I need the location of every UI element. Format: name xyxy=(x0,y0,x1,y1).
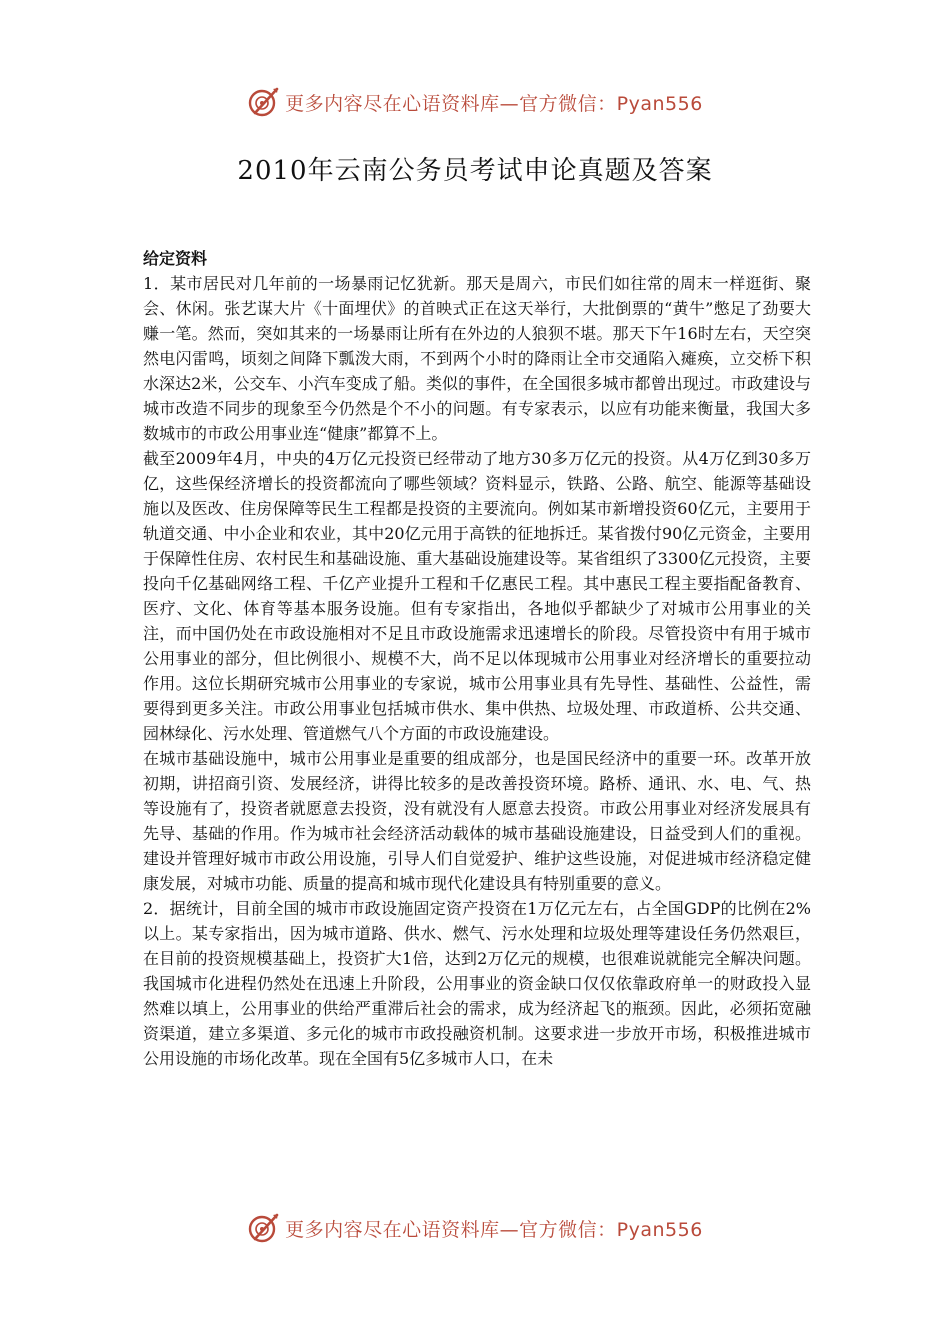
watermark-banner-bottom xyxy=(0,1208,950,1248)
watermark-text: 更多内容尽在心语资料库—官方微信：Pyan556 xyxy=(285,92,703,115)
watermark-text: 更多内容尽在心语资料库—官方微信：Pyan556 xyxy=(285,1218,703,1241)
brand-logo-icon xyxy=(247,85,281,119)
brand-logo-icon xyxy=(247,1211,281,1245)
paragraph-1: 1．某市居民对几年前的一场暴雨记忆犹新。那天是周六，市民们如往常的周末一样逛街、聚会、休闲。张艺谋大片《十面埋伏》的首映式正在这天举行，大批倒票的“黄牛”憋足了劲要大赚一笔。然而，突如其来的一场暴雨让所有在外边的人狼狈不堪。那天下午16时左右，天空突然电闪雷鸣，顷刻之间降下瓢泼大雨，不到两个小时的降雨让全市交通陷入瘫痪，立交桥下积水深达2米，公交车、小汽车变成了船。类似的事件，在全国很多城市都曾出现过。市政建设与城市改造不同步的现象至今仍然是个不小的问题。有专家表示，以应有功能来衡量，我国大多数城市的市政公用事业连“健康”都算不上。 xyxy=(143,274,811,443)
watermark-banner-top xyxy=(0,82,950,122)
watermark-banner-inner xyxy=(247,1211,703,1245)
document-title: 2010年云南公务员考试申论真题及答案 xyxy=(237,156,713,186)
document-body xyxy=(143,246,811,1071)
paragraph-4: 2．据统计，目前全国的城市市政设施固定资产投资在1万亿元左右，占全国GDP的比例在2%以上。某专家指出，因为城市道路、供水、燃气、污水处理和垃圾处理等建设任务仍然艰巨，在目前的投资规模基础上，投资扩大1倍，达到2万亿元的规模，也很难说就能完全解决问题。我国城市化进程仍然处在迅速上升阶段，公用事业的资金缺口仅仅依靠政府单一的财政投入显然难以填上，公用事业的供给严重滞后社会的需求，成为经济起飞的瓶颈。因此，必须拓宽融资渠道，建立多渠道、多元化的城市市政投融资机制。这要求进一步放开市场，积极推进城市公用设施的市场化改革。现在全国有5亿多城市人口，在未 xyxy=(143,899,811,1068)
paragraph-2: 截至2009年4月，中央的4万亿元投资已经带动了地方30多万亿元的投资。从4万亿到30多万亿，这些保经济增长的投资都流向了哪些领域？资料显示，铁路、公路、航空、能源等基础设施以及医改、住房保障等民生工程都是投资的主要流向。例如某市新增投资60亿元，主要用于轨道交通、中小企业和农业，其中20亿元用于高铁的征地拆迁。某省拨付90亿元资金，主要用于保障性住房、农村民生和基础设施、重大基础设施建设等。某省组织了3300亿元投资，主要投向千亿基础网络工程、千亿产业提升工程和千亿惠民工程。其中惠民工程主要指配备教育、医疗、文化、体育等基本服务设施。但有专家指出，各地似乎都缺少了对城市公用事业的关注，而中国仍处在市政设施相对不足且市政设施需求迅速增长的阶段。尽管投资中有用于城市公用事业的部分，但比例很小、规模不大，尚不足以体现城市公用事业对经济增长的重要拉动作用。这位长期研究城市公用事业的专家说，城市公用事业具有先导性、基础性、公益性，需要得到更多关注。市政公用事业包括城市供水、集中供热、垃圾处理、市政道桥、公共交通、园林绿化、污水处理、管道燃气八个方面的市政设施建设。 xyxy=(143,449,811,743)
watermark-banner-inner xyxy=(247,85,703,119)
section-heading: 给定资料 xyxy=(143,249,208,268)
paragraph-3: 在城市基础设施中，城市公用事业是重要的组成部分，也是国民经济中的重要一环。改革开放初期，讲招商引资、发展经济，讲得比较多的是改善投资环境。路桥、通讯、水、电、气、热等设施有了，投资者就愿意去投资，没有就没有人愿意去投资。市政公用事业对经济发展具有先导、基础的作用。作为城市社会经济活动载体的城市基础设施建设，日益受到人们的重视。建设并管理好城市市政公用设施，引导人们自觉爱护、维护这些设施，对促进城市经济稳定健康发展，对城市功能、质量的提高和城市现代化建设具有特别重要的意义。 xyxy=(143,749,811,893)
